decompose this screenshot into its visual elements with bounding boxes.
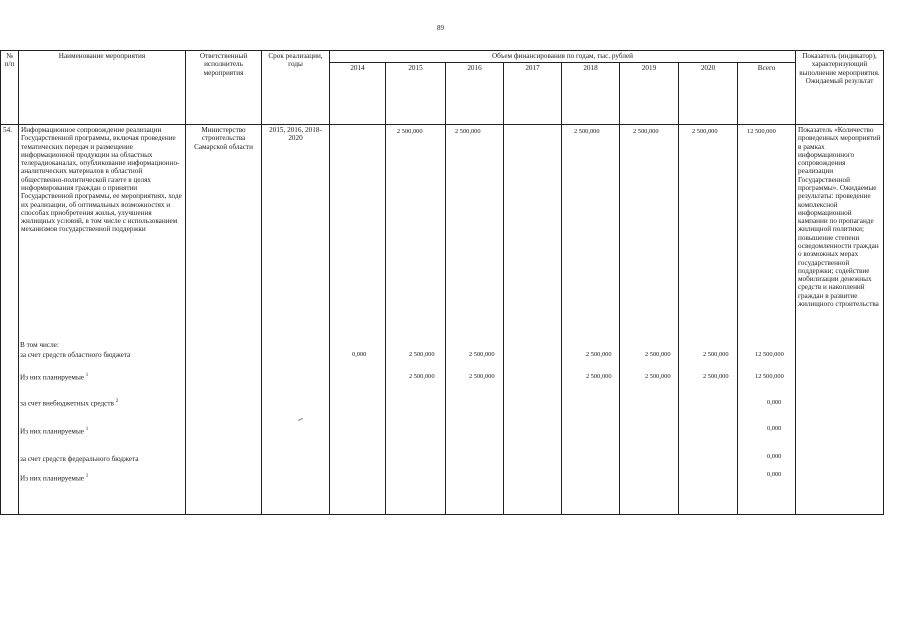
funding-table	[0, 50, 884, 515]
regional-2016: 2 500,000	[469, 351, 495, 358]
regional-planned-2018: 2 500,000	[586, 373, 612, 380]
subrow-extrabudget-planned	[20, 427, 88, 435]
subrow-federal-planned	[20, 474, 88, 482]
extrabudget-planned-total: 0,000	[767, 425, 782, 432]
regional-total: 12 500,000	[755, 351, 784, 358]
header-executor: Ответственный исполнитель мероприятия	[186, 51, 262, 125]
subrow-in-total: В том числе:	[20, 341, 59, 349]
year-2019: 2019	[620, 63, 679, 125]
regional-planned-sup: 1	[85, 373, 89, 378]
regional-planned-2019: 2 500,000	[645, 373, 671, 380]
extrabudget-planned-label: Из них планируемые	[20, 427, 84, 436]
header-name: Наименование мероприятия	[19, 51, 186, 125]
subrow-extrabudget	[20, 399, 118, 407]
subrow-regional-planned	[20, 373, 88, 381]
federal-planned-label: Из них планируемые	[20, 474, 84, 483]
year-2014: 2014	[330, 63, 386, 125]
year-2016: 2016	[446, 63, 504, 125]
year-2018: 2018	[562, 63, 620, 125]
regional-2014: 0,000	[352, 351, 367, 358]
year-2020: 2020	[679, 63, 738, 125]
extrabudget-total: 0,000	[767, 399, 782, 406]
regional-planned-total: 12 500,000	[755, 373, 784, 380]
regional-2015: 2 500,000	[409, 351, 435, 358]
regional-planned-2015: 2 500,000	[409, 373, 435, 380]
regional-planned-label: Из них планируемые	[20, 373, 84, 382]
row-value-2019: 2 500,000	[633, 128, 659, 135]
page-number: 89	[437, 24, 444, 32]
year-2015: 2015	[386, 63, 446, 125]
row-term: 2015, 2016, 2018-2020	[262, 125, 330, 515]
row-value-2015: 2 500,000	[397, 128, 423, 135]
federal-total: 0,000	[767, 453, 782, 460]
row-executor: Министерство строительства Самарской области	[186, 125, 262, 515]
regional-2020: 2 500,000	[703, 351, 729, 358]
extrabudget-label: за счет внебюджетных средств	[20, 399, 114, 408]
subrow-regional-label: за счет средств областного бюджета	[20, 351, 131, 359]
row-name: Информационное сопровождение реализации Государственной программы, включая проведение тематических передач и размещение информационной продукции на областных телерадиоканалах, опубликование информационно-аналитических материалов в областной общественно-политической газете в целях информирования граждан о принятии Государственной программы, ее мероприятиях, ходе их реализации, об оптимальных возможностях и способах приобретения жилья, улучшения жилищных условий, в том числе с использованием механизмов государственной поддержки	[19, 125, 186, 515]
row-value-2016: 2 500,000	[455, 128, 481, 135]
extrabudget-sup: 2	[115, 399, 119, 404]
row-value-2020: 2 500,000	[692, 128, 718, 135]
header-indicator: Показатель (индикатор), характеризующий выполнение мероприятия. Ожидаемый результат	[796, 51, 884, 125]
regional-2018: 2 500,000	[586, 351, 612, 358]
header-funding: Объем финансирования по годам, тыс. рублей	[330, 51, 796, 63]
row-value-2018: 2 500,000	[574, 128, 600, 135]
federal-planned-total: 0,000	[767, 471, 782, 478]
header-term: Срок реализации, годы	[262, 51, 330, 125]
header-num: № п/п	[1, 51, 19, 125]
subrow-federal-label: за счет средств федерального бюджета	[20, 455, 139, 463]
extrabudget-planned-sup: 1	[85, 427, 89, 432]
federal-planned-sup: 1	[85, 474, 89, 479]
row-num: 54.	[1, 125, 19, 515]
row-indicator: Показатель «Количество проведенных мероприятий в рамках информационного сопровождения реализации Государственной программы». Ожидаемые результаты: проведение комплексной информационной кампании по пропаганде жилищной политики; повышение степени осведомленности граждан о возможных мерах государственной поддержки; содействие мобилизации денежных средств и накоплений граждан в развитие жилищного строительства	[796, 125, 884, 515]
row-value-total: 12 500,000	[747, 128, 776, 135]
regional-2019: 2 500,000	[645, 351, 671, 358]
year-total: Всего	[738, 63, 796, 125]
regional-planned-2020: 2 500,000	[703, 373, 729, 380]
regional-planned-2016: 2 500,000	[469, 373, 495, 380]
year-2017: 2017	[504, 63, 562, 125]
